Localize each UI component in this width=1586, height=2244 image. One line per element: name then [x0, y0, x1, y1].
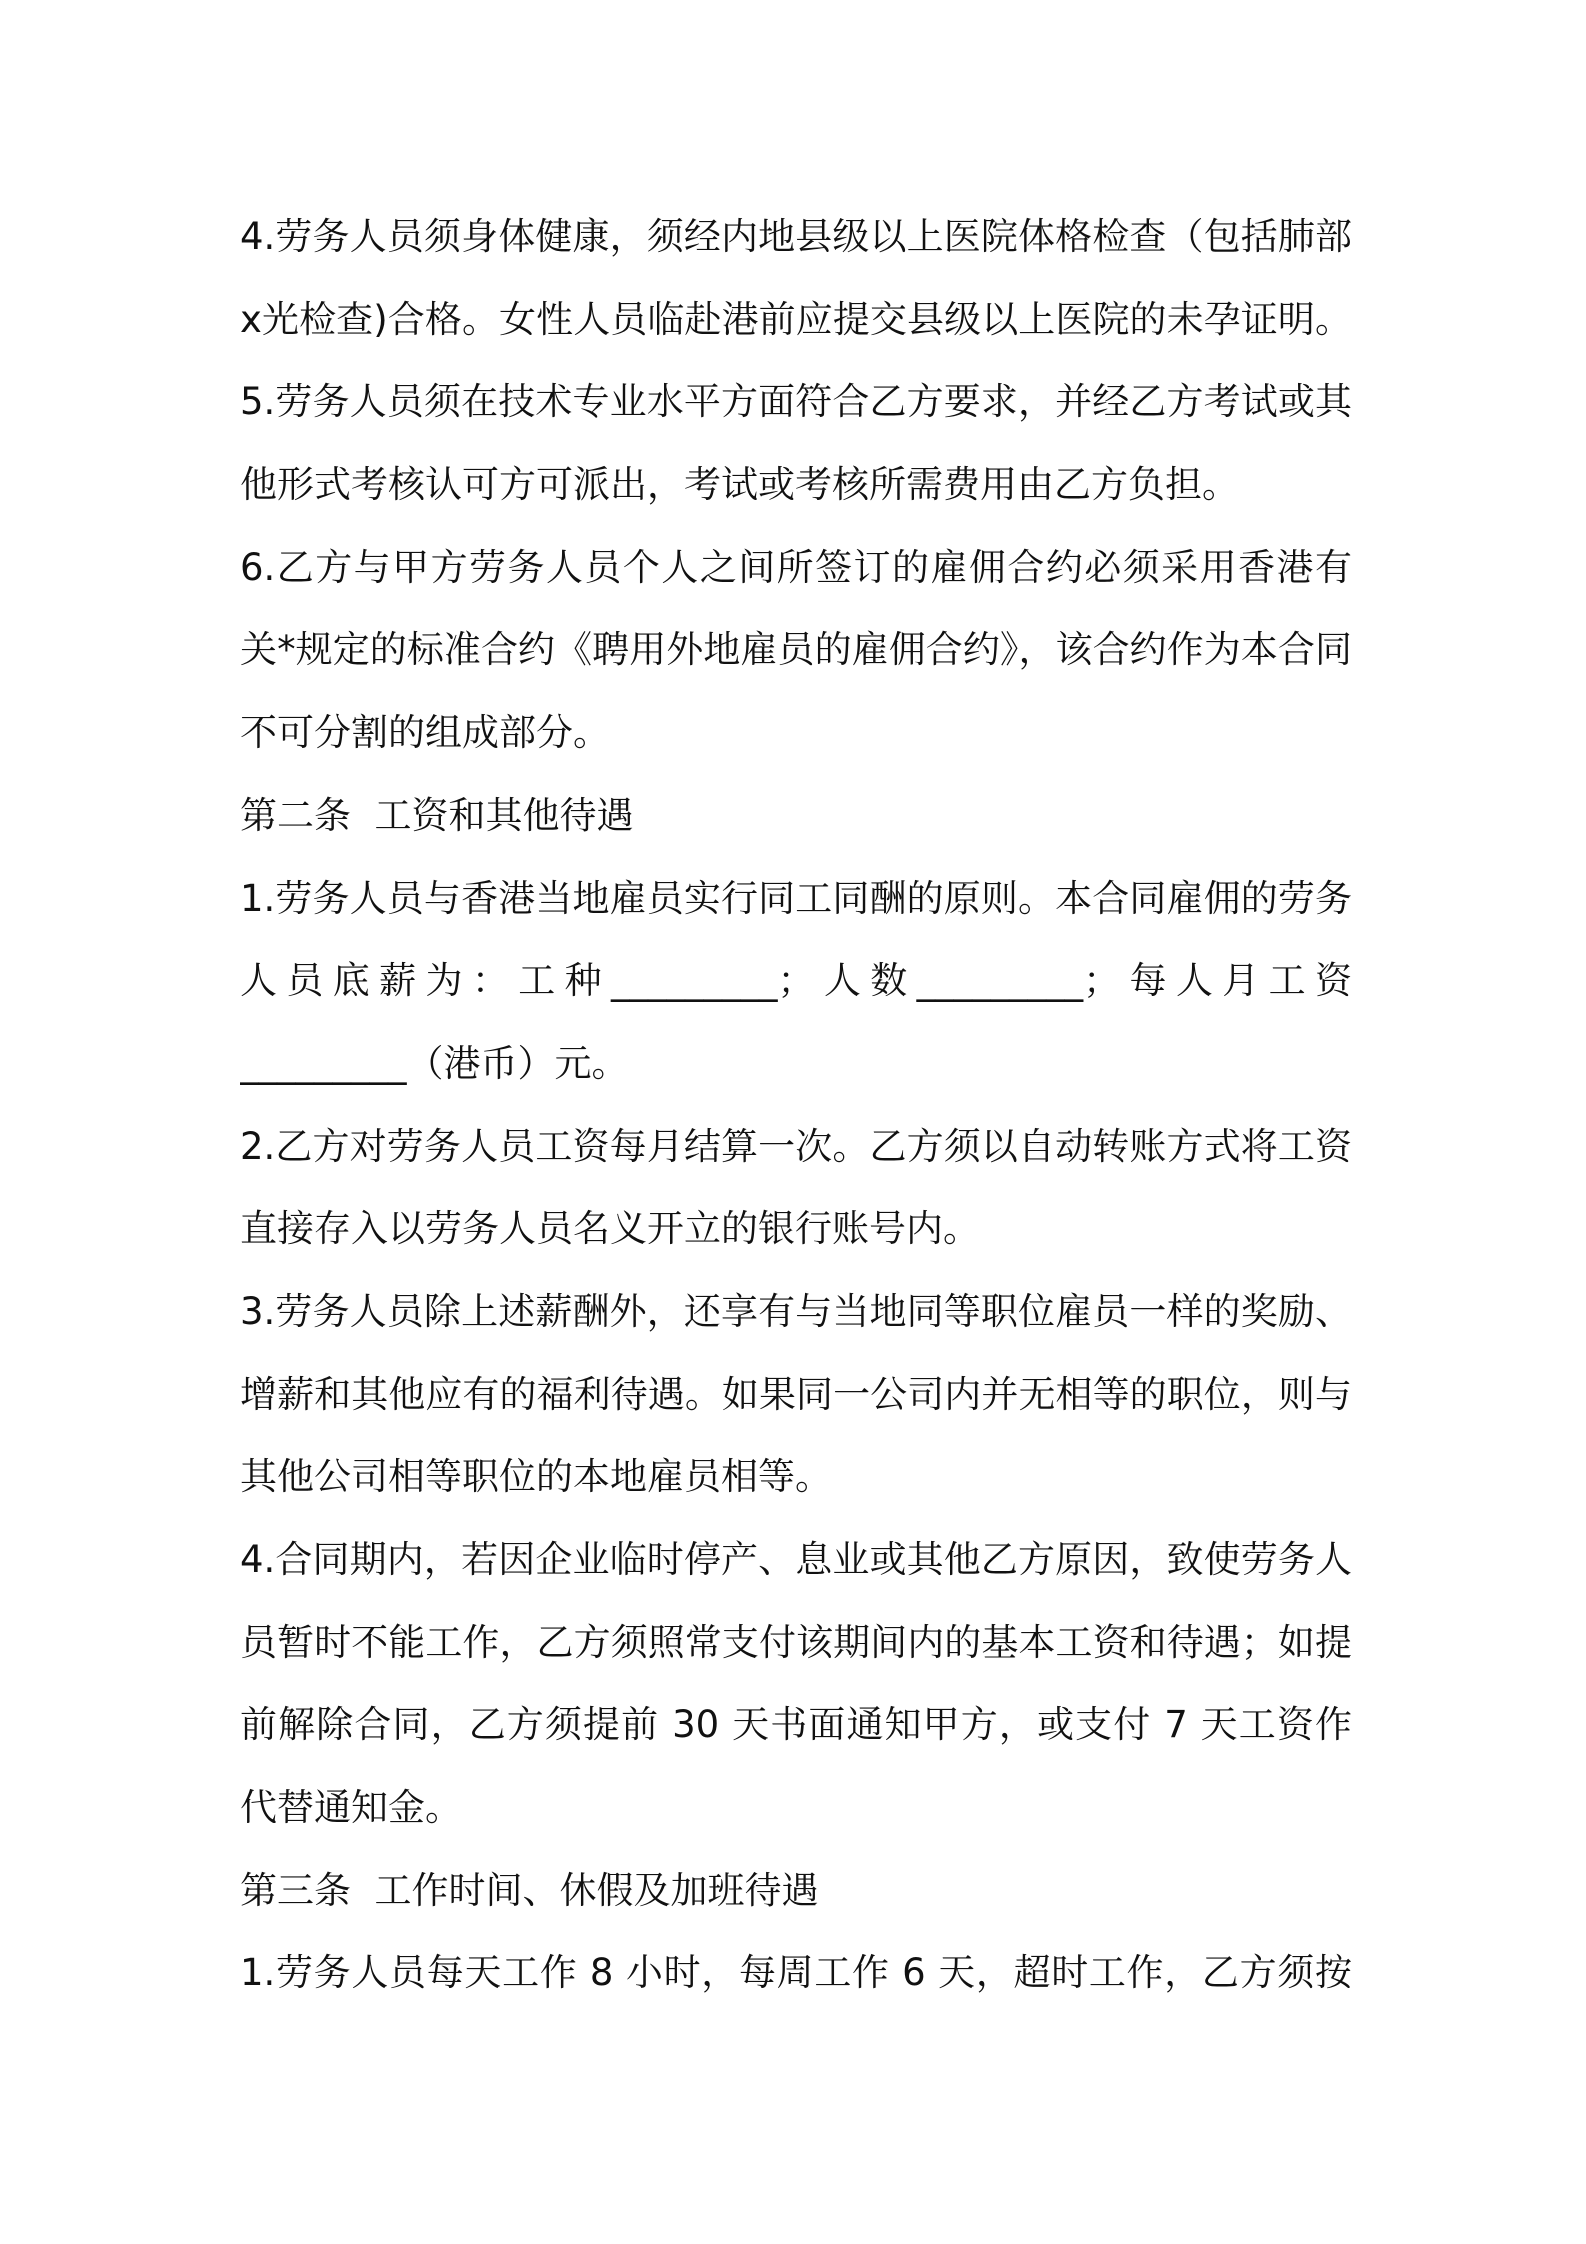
text-line: 3.劳务人员除上述薪酬外，还享有与当地同等职位雇员一样的奖励、	[240, 1289, 1352, 1333]
text-line: x光检查)合格。女性人员临赴港前应提交县级以上医院的未孕证明。	[240, 297, 1352, 341]
text-line: 4.劳务人员须身体健康，须经内地县级以上医院体格检查（包括肺部	[240, 215, 1352, 258]
text-line: 员暂时不能工作，乙方须照常支付该期间内的基本工资和待遇；如提	[240, 1620, 1352, 1664]
text-line: 前解除合同，乙方须提前 30 天书面通知甲方，或支付 7 天工资作	[240, 1703, 1352, 1747]
text-line: 1.劳务人员每天工作 8 小时，每周工作 6 天，超时工作，乙方须按	[240, 1951, 1352, 1995]
text-line: 增薪和其他应有的福利待遇。如果同一公司内并无相等的职位，则与	[240, 1372, 1352, 1416]
text-line: 5.劳务人员须在技术专业水平方面符合乙方要求，并经乙方考试或其	[240, 380, 1352, 424]
text-line: 直接存入以劳务人员名义开立的银行账号内。	[240, 1207, 980, 1251]
document-body	[240, 196, 1352, 2015]
text-line: 代替通知金。	[240, 1786, 462, 1830]
section-heading: 第二条 工资和其他待遇	[240, 793, 634, 837]
text-line: 他形式考核认可方可派出，考试或考核所需费用由乙方负担。	[240, 463, 1239, 507]
section-heading: 第三条 工作时间、休假及加班待遇	[240, 1868, 819, 1912]
text-line: 1.劳务人员与香港当地雇员实行同工同酬的原则。本合同雇佣的劳务	[240, 876, 1352, 920]
text-line: 关*规定的标准合约《聘用外地雇员的雇佣合约》，该合约作为本合同	[240, 628, 1352, 672]
text-line: _________（港币）元。	[240, 1041, 629, 1085]
text-line: 4.合同期内，若因企业临时停产、息业或其他乙方原因，致使劳务人	[240, 1538, 1352, 1581]
text-line: 不可分割的组成部分。	[240, 711, 610, 755]
text-line: 6.乙方与甲方劳务人员个人之间所签订的雇佣合约必须采用香港有	[240, 545, 1352, 589]
text-line: 2.乙方对劳务人员工资每月结算一次。乙方须以自动转账方式将工资	[240, 1124, 1352, 1168]
text-line: 其他公司相等职位的本地雇员相等。	[240, 1455, 832, 1499]
text-line: 人员底薪为：工种_________；人数_________；每人月工资	[240, 959, 1352, 1003]
